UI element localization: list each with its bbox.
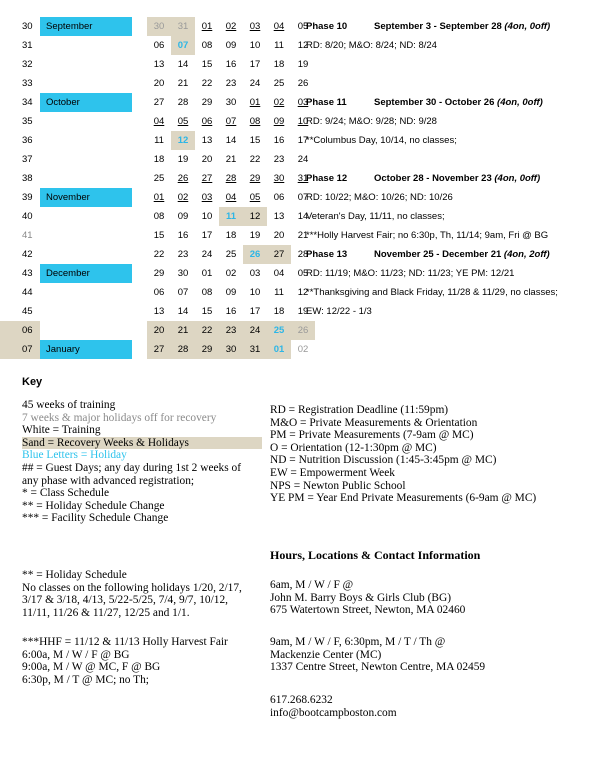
abbrev-line: YE PM = Year End Private Measurements (6-9am @ MC) [270,492,537,505]
day-cell: 25 [273,78,285,89]
day-cell: 28 [297,249,309,260]
day-cell: 13 [201,135,213,146]
day-cell: 22 [249,154,261,165]
day-cell: 30 [273,173,285,184]
day-cell: 01 [153,192,165,203]
day-cell: 14 [177,306,189,317]
day-cell: 28 [171,340,195,359]
day-cell: 03 [249,268,261,279]
key-line-blue: Blue Letters = Holiday [22,449,127,462]
abbrev-line: RD = Registration Deadline (11:59pm) [270,404,449,416]
month-label [40,207,132,226]
day-cell: 26 [291,321,315,340]
day-cell: 20 [153,78,165,89]
day-cell: 04 [153,116,165,127]
day-cell: 29 [249,173,261,184]
day-cell: 28 [225,173,237,184]
day-cell: 30 [225,97,237,108]
day-cell: 26 [243,245,267,264]
day-cell: 23 [273,154,285,165]
phase-note [306,93,600,112]
day-cell: 09 [273,116,285,127]
day-cell: 05 [297,21,309,32]
day-cell: 06 [201,116,213,127]
day-cell: 29 [201,97,213,108]
day-cell: 14 [225,135,237,146]
day-cell: 16 [225,59,237,70]
hhf-line: 9:00a, M / W @ MC, F @ BG [22,661,161,674]
day-cell: 15 [153,230,165,241]
day-cell: 09 [225,287,237,298]
day-cell: 23 [219,321,243,340]
day-cell: 10 [201,211,213,222]
day-cell: 29 [153,268,165,279]
key-title: Key [22,376,43,388]
day-cell: 03 [201,192,213,203]
calendar-row [0,188,600,207]
day-cell: 25 [153,173,165,184]
day-cell: 01 [201,21,213,32]
phase-note [306,150,600,169]
week-number: 30 [22,21,33,32]
location-line: 1337 Centre Street, Newton Centre, MA 02459 [270,661,486,674]
day-cell: 12 [297,287,309,298]
phase-note [306,169,600,188]
day-cell: 26 [297,78,309,89]
calendar-row [0,264,600,283]
day-cell: 02 [177,192,189,203]
phase-note [306,74,600,93]
day-cell: 21 [297,230,309,241]
day-cell: 21 [177,78,189,89]
day-cell: 27 [267,245,291,264]
day-cell: 31 [297,173,309,184]
month-label [40,131,132,150]
day-cell: 06 [153,40,165,51]
location-line: 9am, M / W / F, 6:30pm, M / T / Th @ [270,636,446,648]
calendar-row [0,74,600,93]
abbrev-line: O = Orientation (12-1:30pm @ MC) [270,441,437,454]
day-cell: 08 [201,287,213,298]
phase-note: EW: 12/22 - 1/3 [306,306,372,317]
month-label: September [40,17,132,36]
key-line: 45 weeks of training [22,399,116,411]
day-cell: 18 [225,230,237,241]
key-line: 7 weeks & major holidays off for recovery [22,411,217,424]
phase-note: RD: 11/19; M&O: 11/23; ND: 11/23; YE PM: 12/21 [306,268,515,279]
day-cell: 05 [177,116,189,127]
week-number: 45 [22,306,33,317]
week-number: 36 [22,135,33,146]
day-cell: 16 [273,135,285,146]
location-bg [270,579,590,617]
day-cell: 30 [219,340,243,359]
day-cell: 22 [195,321,219,340]
day-cell: 07 [177,287,189,298]
calendar-row [0,226,600,245]
day-cell: 03 [297,97,309,108]
calendar-row [0,321,600,340]
month-label [40,321,132,340]
phase-dates: November 25 - December 21 (4on, 2off) [374,249,550,260]
day-cell: 05 [249,192,261,203]
day-cell: 21 [225,154,237,165]
day-cell: 25 [267,321,291,340]
hours-title: Hours, Locations & Contact Information [270,548,481,562]
day-cell: 04 [273,268,285,279]
day-cell: 31 [171,17,195,36]
phase-counts: (4on, 2off) [503,249,550,260]
phase-counts: (4on, 0off) [504,21,551,32]
month-label [40,112,132,131]
month-label: November [40,188,132,207]
phase-dates: September 3 - September 28 (4on, 0off) [374,21,551,32]
day-cell: 09 [177,211,189,222]
day-cell: 01 [201,268,213,279]
month-label: January [40,340,132,359]
key-line: *** = Facility Schedule Change [22,512,169,525]
holiday-line: No classes on the following holidays 1/20, 2/17, [22,581,242,594]
day-cell: 11 [274,40,284,51]
month-label [40,36,132,55]
hhf-line: 6:00a, M / W / F @ BG [22,648,130,661]
day-cell: 17 [201,230,213,241]
month-label [40,283,132,302]
day-cell: 08 [201,40,213,51]
day-cell: 29 [195,340,219,359]
calendar-row [0,93,600,112]
location-line: Mackenzie Center (MC) [270,648,382,661]
day-cell: 14 [297,211,309,222]
day-cell: 30 [177,268,189,279]
key-line: ** = Holiday Schedule Change [22,499,165,512]
phase-note: RD: 9/24; M&O: 9/28; ND: 9/28 [306,116,437,127]
week-number: 34 [22,97,33,108]
phase-name: Phase 13 [306,249,348,260]
day-cell: 09 [225,40,237,51]
week-number: 39 [22,192,33,203]
phase-note: Veteran's Day, 11/11, no classes; [306,211,445,222]
phase-note [306,340,600,359]
day-cell: 06 [273,192,285,203]
day-cell: 08 [249,116,261,127]
week-number: 06 [0,321,40,340]
week-number: 42 [22,249,33,260]
day-cell: 22 [153,249,165,260]
day-cell: 24 [297,154,309,165]
day-cell: 23 [225,78,237,89]
abbrev-line: PM = Private Measurements (7-9am @ MC) [270,429,474,442]
week-number: 41 [22,230,33,241]
week-number: 38 [22,173,33,184]
day-cell: 24 [243,321,267,340]
abbreviations [270,404,600,505]
day-cell: 12 [297,40,309,51]
day-cell: 24 [201,249,213,260]
day-cell: 19 [297,306,309,317]
day-cell: 06 [153,287,165,298]
week-number: 31 [22,40,33,51]
day-cell: 11 [219,207,243,226]
day-cell: 03 [249,21,261,32]
day-cell: 04 [225,192,237,203]
email-address[interactable]: info@bootcampboston.com [270,706,397,719]
day-cell: 07 [225,116,237,127]
phase-note [306,321,600,340]
day-cell: 30 [147,17,171,36]
phase-note: ***Holly Harvest Fair; no 6:30p, Th, 11/14; 9am, Fri @ BG [306,230,549,241]
week-number: 32 [22,59,33,70]
location-line: 675 Watertown Street, Newton, MA 02460 [270,604,466,617]
phase-name: Phase 10 [306,21,348,32]
calendar-row [0,283,600,302]
phase-name: Phase 11 [306,97,347,108]
phase-note: RD: 8/20; M&O: 8/24; ND: 8/24 [306,40,437,51]
phase-dates: October 28 - November 23 (4on, 0off) [374,173,541,184]
day-cell: 02 [225,268,237,279]
calendar-row [0,169,600,188]
day-cell: 19 [297,59,309,70]
day-cell: 15 [201,59,213,70]
phase-counts: (4on, 0off) [497,97,543,108]
phase-note: RD: 10/22; M&O: 10/26; ND: 10/26 [306,192,453,203]
phone-number[interactable]: 617.268.6232 [270,694,333,706]
day-cell: 11 [154,135,164,146]
day-cell: 02 [225,21,237,32]
day-cell: 20 [147,321,171,340]
day-cell: 18 [273,306,285,317]
day-cell: 18 [153,154,165,165]
calendar-row [0,17,600,36]
day-cell: 01 [249,97,261,108]
contact-info [270,694,590,719]
day-cell: 18 [273,59,285,70]
hhf-line: 6:30p, M / T @ MC; no Th; [22,673,149,686]
day-cell: 17 [297,135,309,146]
calendar-row [0,131,600,150]
week-number: 07 [0,340,40,359]
day-cell: 31 [243,340,267,359]
day-cell: 07 [297,192,309,203]
holiday-schedule [22,569,262,619]
phase-note: **Thanksgiving and Black Friday, 11/28 & 11/29, no classes; [306,287,558,298]
month-label [40,55,132,74]
day-cell: 24 [249,78,261,89]
day-cell: 23 [177,249,189,260]
day-cell: 13 [153,306,165,317]
key-legend [22,399,262,525]
calendar-row [0,207,600,226]
key-line: ## = Guest Days; any day during 1st 2 weeks of [22,461,242,474]
key-line: any phase with advanced registration; [22,474,195,487]
day-cell: 10 [249,40,261,51]
day-cell: 22 [201,78,213,89]
day-cell: 17 [249,306,261,317]
phase-dates: September 30 - October 26 (4on, 0off) [374,97,543,108]
day-cell: 19 [177,154,189,165]
day-cell: 12 [171,131,195,150]
key-line: White = Training [22,424,101,437]
phase-note [306,245,600,264]
location-line: John M. Barry Boys & Girls Club (BG) [270,591,451,604]
day-cell: 15 [249,135,261,146]
day-cell: 13 [273,211,285,222]
day-cell: 16 [225,306,237,317]
abbrev-line: M&O = Private Measurements & Orientation [270,416,478,429]
calendar-row [0,150,600,169]
day-cell: 14 [177,59,189,70]
day-cell: 19 [249,230,261,241]
day-cell: 27 [201,173,213,184]
day-cell: 07 [171,36,195,55]
month-label: October [40,93,132,112]
month-label [40,226,132,245]
day-cell: 11 [274,287,284,298]
week-number: 43 [22,268,33,279]
calendar-row [0,302,600,321]
day-cell: 08 [153,211,165,222]
calendar-row [0,55,600,74]
key-line-sand: Sand = Recovery Weeks & Holidays [22,437,262,450]
phase-note: **Columbus Day, 10/14, no classes; [306,135,457,146]
day-cell: 17 [249,59,261,70]
day-cell: 20 [201,154,213,165]
day-cell: 15 [201,306,213,317]
day-cell: 25 [225,249,237,260]
day-cell: 12 [243,207,267,226]
day-cell: 21 [171,321,195,340]
week-number: 44 [22,287,33,298]
holiday-line: ** = Holiday Schedule [22,569,127,581]
day-cell: 27 [153,97,165,108]
month-label: December [40,264,132,283]
phase-name: Phase 12 [306,173,348,184]
day-cell: 16 [177,230,189,241]
day-cell: 05 [297,268,309,279]
phase-note [306,55,600,74]
key-line: * = Class Schedule [22,487,110,500]
phase-note [306,17,600,36]
week-number: 35 [22,116,33,127]
month-label [40,150,132,169]
location-mc [270,636,590,674]
day-cell: 10 [249,287,261,298]
calendar-row [0,112,600,131]
abbrev-line: NPS = Newton Public School [270,479,406,492]
day-cell: 02 [273,97,285,108]
month-label [40,74,132,93]
day-cell: 20 [273,230,285,241]
day-cell: 13 [153,59,165,70]
phase-counts: (4on, 0off) [494,173,541,184]
calendar [0,17,600,359]
holiday-line: 11/11, 11/26 & 11/27, 12/25 and 1/1. [22,606,190,619]
day-cell: 04 [273,21,285,32]
abbrev-line: EW = Empowerment Week [270,466,395,479]
month-label [40,169,132,188]
day-cell: 10 [297,116,309,127]
week-number: 37 [22,154,33,165]
month-label [40,245,132,264]
day-cell: 28 [177,97,189,108]
calendar-row [0,340,600,359]
holiday-line: 3/17 & 3/18, 4/13, 5/22-5/25, 7/4, 9/7, 10/12, [22,594,228,607]
week-number: 40 [22,211,33,222]
hhf-line: ***HHF = 11/12 & 11/13 Holly Harvest Fair [22,636,228,648]
month-label [40,302,132,321]
abbrev-line: ND = Nutrition Discussion (1:45-3:45pm @ MC) [270,454,497,467]
calendar-row [0,245,600,264]
week-number: 33 [22,78,33,89]
day-cell: 01 [267,340,291,359]
day-cell: 02 [297,344,309,355]
calendar-row [0,36,600,55]
day-cell: 27 [147,340,171,359]
location-line: 6am, M / W / F @ [270,579,354,591]
hhf-schedule [22,636,262,686]
day-cell: 26 [177,173,189,184]
